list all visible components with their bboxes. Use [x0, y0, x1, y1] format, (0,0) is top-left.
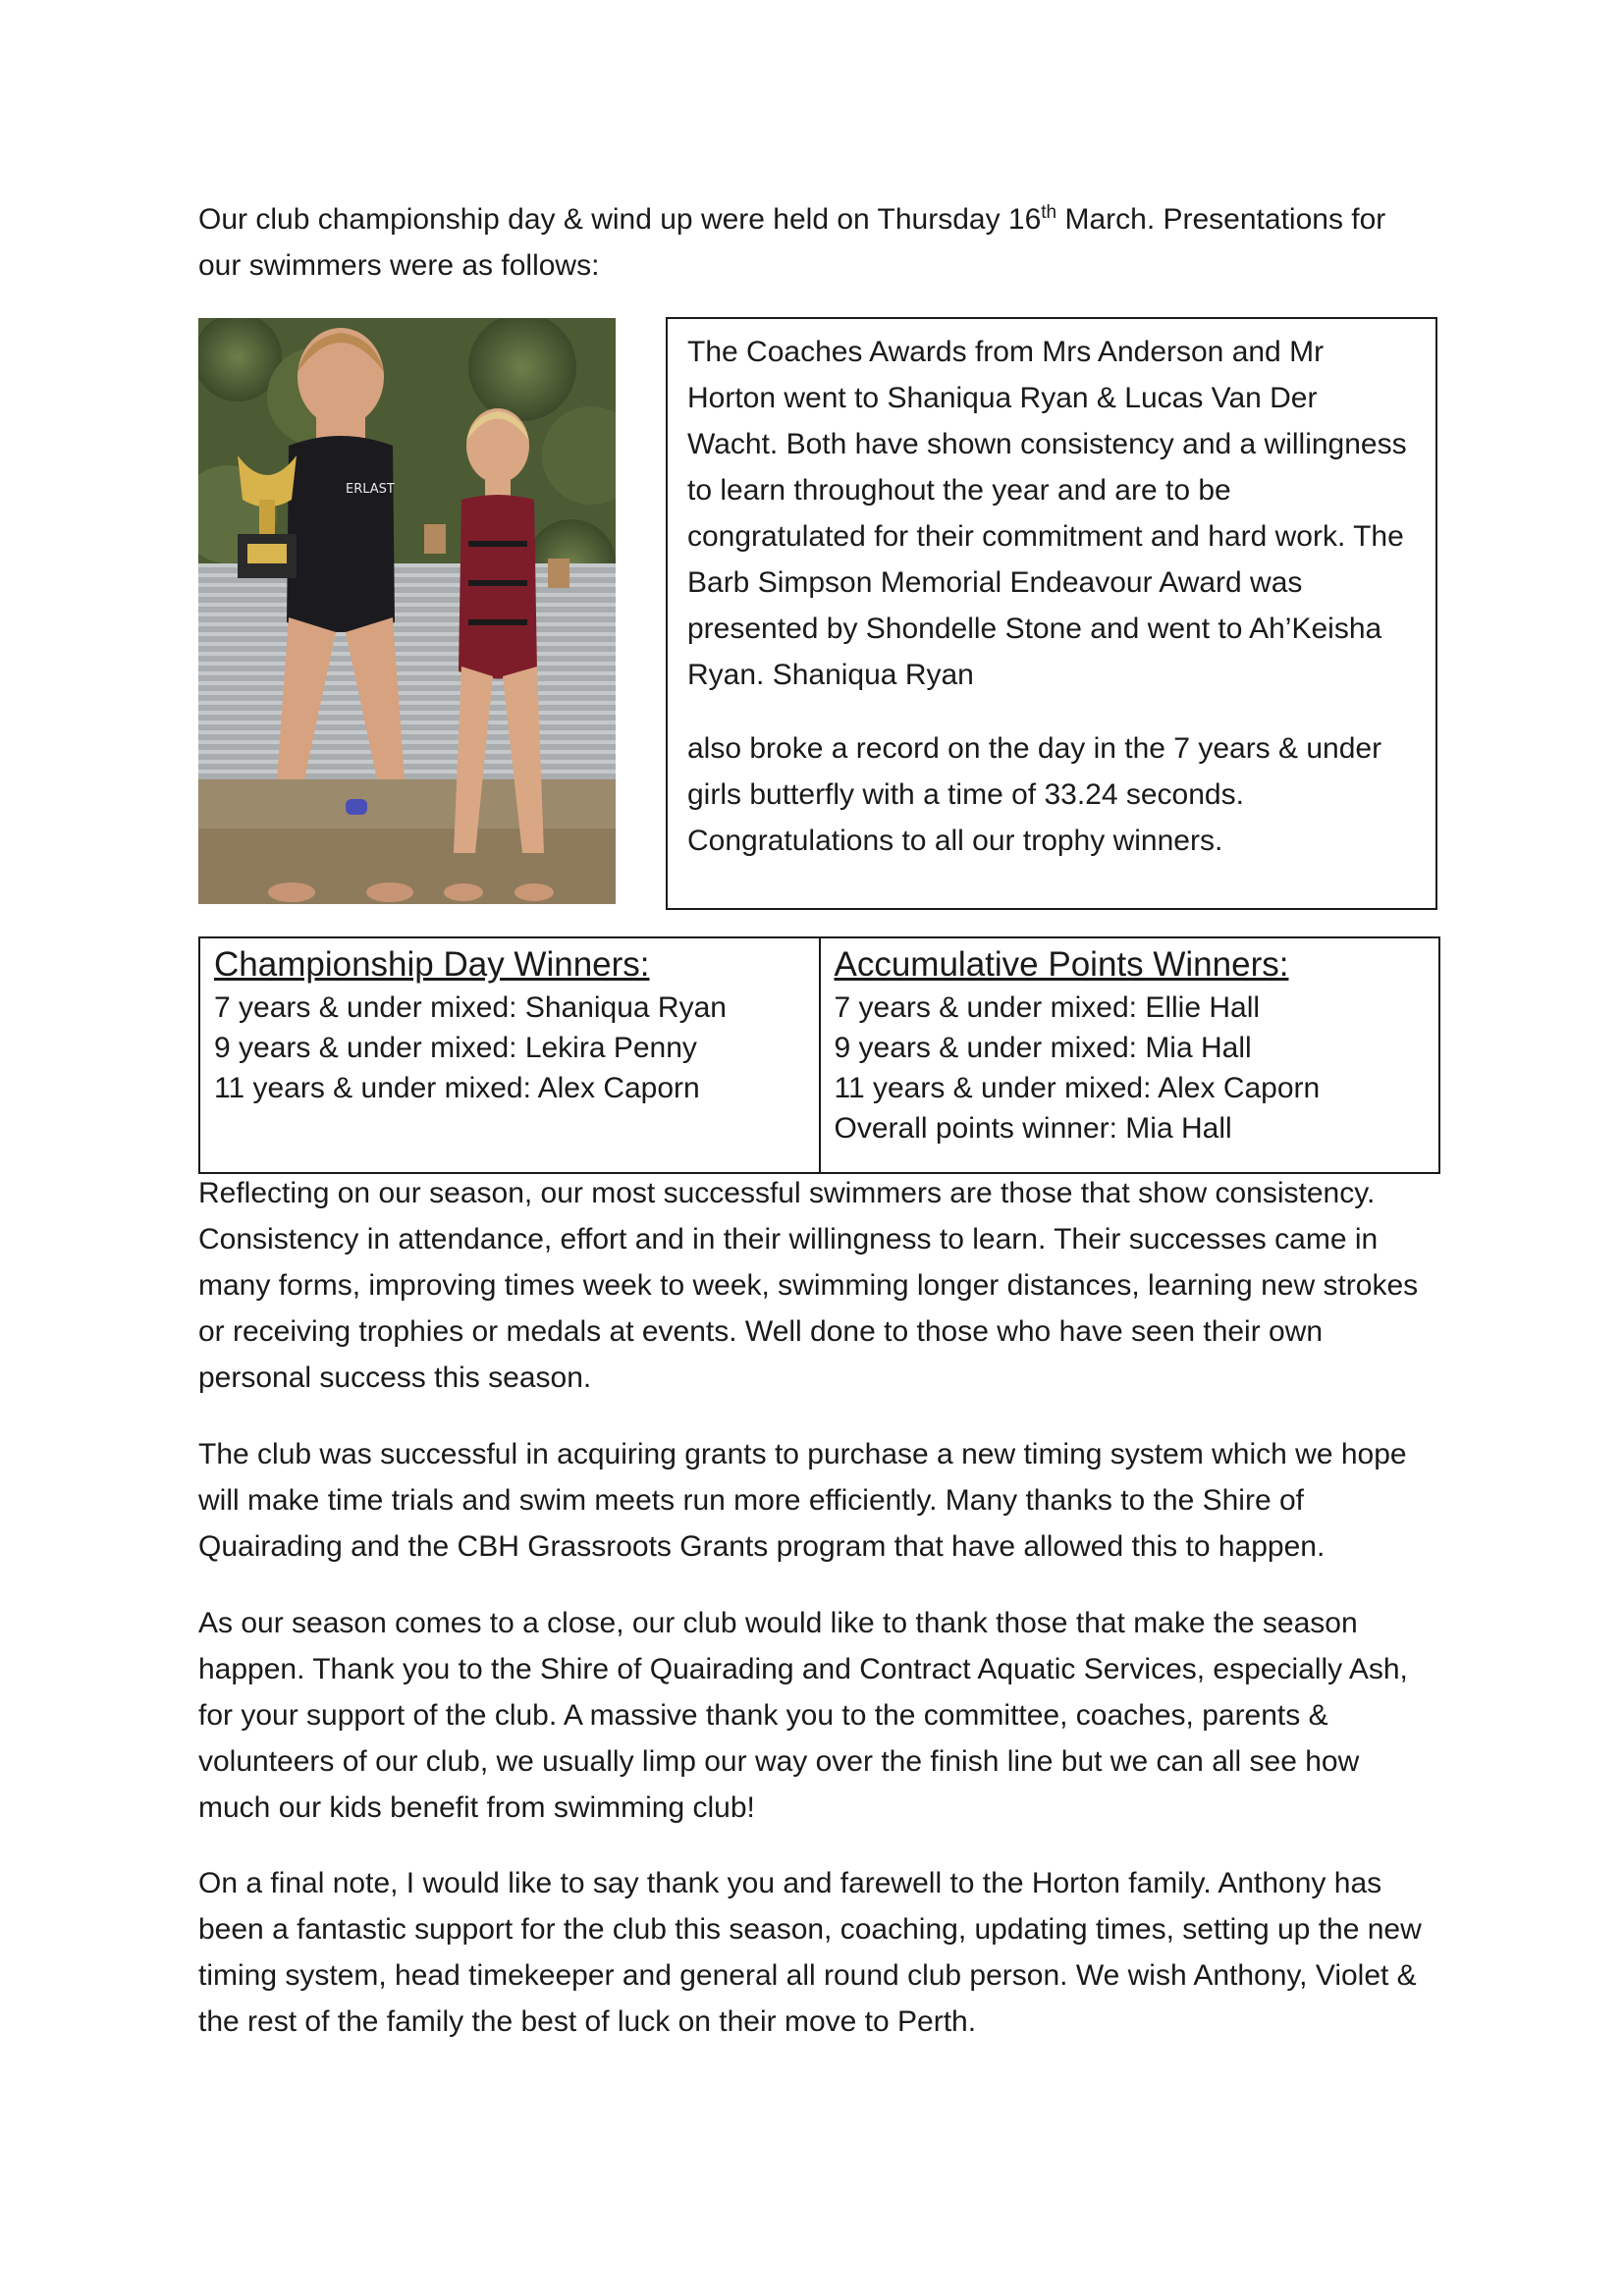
reflection-paragraph: Reflecting on our season, our most successful swimmers are those that show consistency. Consistency in attendance, effort and in their willingness to learn. Their successes came in many forms, improving times week to week, swimming longer distances, learning new strokes or receiving trophies or medals at events. Well done to those who have seen their own personal success this season.: [198, 1177, 1419, 1394]
championship-heading: Championship Day Winners:: [214, 945, 650, 984]
list-item: 11 years & under mixed: Alex Caporn: [214, 1072, 700, 1104]
list-item: 11 years & under mixed: Alex Caporn: [834, 1072, 1321, 1104]
championship-winners-cell: [199, 937, 820, 1173]
coaches-awards-box: [666, 317, 1437, 910]
list-item: 7 years & under mixed: Shaniqua Ryan: [214, 991, 727, 1024]
intro-paragraph: Our club championship day & wind up were held on Thursday 16th March. Presentations for our swimmers were as follows:: [198, 202, 1386, 282]
list-item: 9 years & under mixed: Mia Hall: [834, 1032, 1252, 1064]
list-item: Overall points winner: Mia Hall: [834, 1112, 1232, 1145]
farewell-paragraph: On a final note, I would like to say thank you and farewell to the Horton family. Anthony has been a fantastic support for the club this season, coaching, updating times, setting up the new timing system, head timekeeper and general all round club person. We wish Anthony, Violet & the rest of the family the best of luck on their move to Perth.: [198, 1867, 1422, 2038]
record-text: also broke a record on the day in the 7 years & under girls butterfly with a time of 33.24 seconds. Congratulations to all our trophy winners.: [687, 732, 1382, 857]
list-item: 9 years & under mixed: Lekira Penny: [214, 1032, 697, 1064]
grants-paragraph: The club was successful in acquiring grants to purchase a new timing system which we hope will make time trials and swim meets run more efficiently. Many thanks to the Shire of Quairading and the CBH Grassroots Grants program that have allowed this to happen.: [198, 1438, 1407, 1563]
coaches-awards-text: The Coaches Awards from Mrs Anderson and Mr Horton went to Shaniqua Ryan & Lucas Van Der Wacht. Both have shown consistency and a willingness to learn throughout the year and are to be congratulated for their commitment and hard work. The Barb Simpson Memorial Endeavour Award was presented by Shondelle Stone and went to Ah’Keisha Ryan. Shaniqua Ryan: [687, 336, 1407, 691]
thanks-paragraph: As our season comes to a close, our club would like to thank those that make the season happen. Thank you to the Shire of Quairading and Contract Aquatic Services, especially Ash, for your support of the club. A massive thank you to the committee, coaches, parents & volunteers of our club, we usually limp our way over the finish line but we can all see how much our kids benefit from swimming club!: [198, 1607, 1408, 1824]
list-item: 7 years & under mixed: Ellie Hall: [834, 991, 1261, 1024]
trophy-winners-photo: [198, 318, 616, 904]
accumulative-winners-cell: [820, 937, 1440, 1173]
svg-text:ERLAST: ERLAST: [346, 482, 395, 497]
accumulative-heading: Accumulative Points Winners:: [834, 945, 1289, 984]
winners-table: [198, 936, 1440, 1174]
